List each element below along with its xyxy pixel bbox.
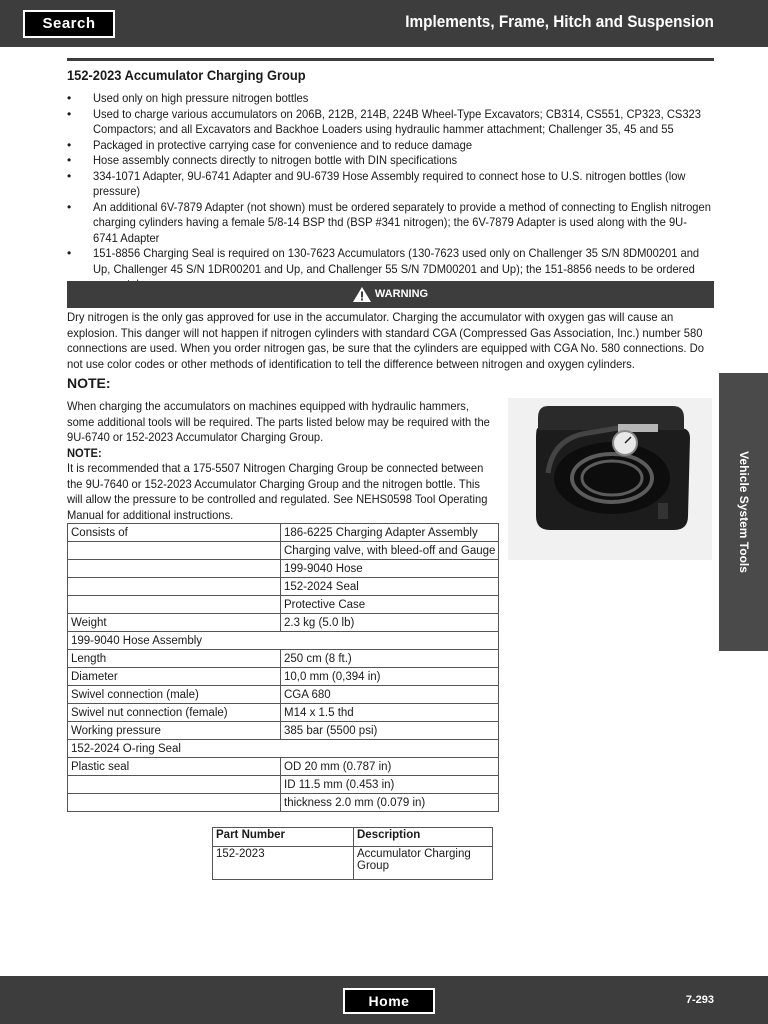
- column-header: Description: [354, 828, 493, 847]
- warning-text: Dry nitrogen is the only gas approved for use in the accumulator. Charging the accumulator with oxygen gas will cause an explosion. This danger will not happen if nitrogen cylinders with standard CGA (Compressed Gas Association, Inc.) number 580 connections are used. When you order nitrogen gas, be sure that the cylinders are equipped with CGA No. 580 connections. Do not use color codes or other methods of identification to tell the difference between nitrogen and oxygen cylinders.: [67, 310, 705, 371]
- table-cell: Diameter: [68, 668, 281, 686]
- table-cell: Protective Case: [281, 596, 499, 614]
- table-cell: Charging valve, with bleed-off and Gauge: [281, 542, 499, 560]
- note-paragraph: When charging the accumulators on machines equipped with hydraulic hammers, some additional tools will be required. The parts listed below may be required with the 9U-6740 or 152-2023 Accumulator Charging Group.: [67, 399, 490, 444]
- table-row: [68, 794, 499, 812]
- table-cell: [68, 776, 281, 794]
- list-item: • An additional 6V-7879 Adapter (not shown) must be ordered separately to provide a method of connecting to English nitrogen charging cylinders having a female 5/8-14 BSP thd (BSP #341 nitrogen); the 6V-7879 Adapter is used along with the 9U-6741 Adapter: [67, 200, 715, 247]
- table-row: [68, 776, 499, 794]
- table-row: [68, 686, 499, 704]
- table-cell: 199-9040 Hose: [281, 560, 499, 578]
- table-cell: thickness 2.0 mm (0.079 in): [281, 794, 499, 812]
- table-row: [68, 542, 499, 560]
- table-cell: [68, 542, 281, 560]
- table-cell: Consists of: [68, 524, 281, 542]
- table-cell: Working pressure: [68, 722, 281, 740]
- table-cell: [68, 560, 281, 578]
- table-cell: OD 20 mm (0.787 in): [281, 758, 499, 776]
- table-row: [68, 758, 499, 776]
- note-heading: NOTE:: [67, 375, 111, 391]
- table-cell: 199-9040 Hose Assembly: [68, 632, 499, 650]
- list-item: • 151-8856 Charging Seal is required on 130-7623 Accumulators (130-7623 used only on Challenger 35 S/N 8DM00201 and Up, Challenger 45 S/N 1DR00201 and Up, and Challenger 55 S/N 7DM00201 and Up); the 151-8856 needs to be ordered: [67, 246, 715, 293]
- table-cell: CGA 680: [281, 686, 499, 704]
- specification-table: [67, 523, 499, 812]
- list-item: • 334-1071 Adapter, 9U-6741 Adapter and 9U-6739 Hose Assembly required to connect hose to U.S. nitrogen bottles (low pressure): [67, 169, 715, 200]
- table-cell: Accumulator Charging Group: [354, 847, 493, 880]
- header-title: Implements, Frame, Hitch and Suspension: [405, 12, 714, 31]
- search-button[interactable]: Search: [23, 10, 115, 38]
- table-row: [68, 614, 499, 632]
- home-button[interactable]: Home: [343, 988, 435, 1014]
- table-row: [68, 632, 499, 650]
- table-row: [68, 704, 499, 722]
- note-paragraph: It is recommended that a 175-5507 Nitrogen Charging Group be connected between the 9U-7640 or 152-2023 Accumulator Charging Group and the nitrogen bottle. This will allow the pressure to be controlled and regulated. See NEHS0598 Tool Operating Manual for additional instructions.: [67, 461, 488, 522]
- table-cell: 152-2024 O-ring Seal: [68, 740, 499, 758]
- table-cell: 152-2023: [213, 847, 354, 880]
- table-row: [68, 560, 499, 578]
- table-cell: 186-6225 Charging Adapter Assembly: [281, 524, 499, 542]
- table-cell: M14 x 1.5 thd: [281, 704, 499, 722]
- table-cell: Swivel connection (male): [68, 686, 281, 704]
- table-row: [68, 650, 499, 668]
- list-item: • Packaged in protective carrying case for convenience and to reduce damage: [67, 138, 715, 154]
- table-cell: 2.3 kg (5.0 lb): [281, 614, 499, 632]
- feature-list: [67, 91, 715, 293]
- table-cell: ID 11.5 mm (0.453 in): [281, 776, 499, 794]
- table-row: [68, 722, 499, 740]
- table-header-row: [213, 828, 493, 847]
- column-header: Part Number: [213, 828, 354, 847]
- table-cell: [68, 578, 281, 596]
- warning-banner: [67, 281, 714, 308]
- warning-triangle-icon: [353, 287, 371, 302]
- table-cell: Plastic seal: [68, 758, 281, 776]
- table-cell: Weight: [68, 614, 281, 632]
- header-bar: [0, 0, 768, 47]
- table-cell: 385 bar (5500 psi): [281, 722, 499, 740]
- section-title: 152-2023 Accumulator Charging Group: [67, 67, 306, 83]
- table-cell: [68, 596, 281, 614]
- product-photo: [508, 398, 712, 560]
- table-row: [68, 596, 499, 614]
- page-number: 7-293: [685, 994, 714, 1006]
- table-cell: Swivel nut connection (female): [68, 704, 281, 722]
- header-rule: [67, 58, 714, 61]
- table-row: [68, 578, 499, 596]
- table-row: [68, 740, 499, 758]
- list-item: • Used only on high pressure nitrogen bottles: [67, 91, 715, 107]
- table-row: [68, 668, 499, 686]
- side-tab-vehicle-system-tools[interactable]: [719, 373, 768, 651]
- table-row: [68, 524, 499, 542]
- side-tab-label: Vehicle System Tools: [736, 451, 751, 573]
- table-row: [213, 847, 493, 880]
- note-body: [67, 399, 490, 523]
- charging-kit-illustration: [508, 398, 712, 560]
- list-item: • Used to charge various accumulators on 206B, 212B, 214B, 224B Wheel-Type Excavators; CB314, CS551, CP323, CS323 Compactors; and all Excavators and Backhoe Loaders using hydraulic hammer attachment; Challenger 35, 45 and 55: [67, 107, 715, 138]
- warning-label: WARNING: [374, 288, 429, 300]
- footer-bar: [0, 976, 768, 1024]
- table-cell: 10,0 mm (0,394 in): [281, 668, 499, 686]
- table-cell: Length: [68, 650, 281, 668]
- table-cell: [68, 794, 281, 812]
- note-subheading: NOTE:: [67, 445, 102, 460]
- table-cell: 250 cm (8 ft.): [281, 650, 499, 668]
- table-cell: 152-2024 Seal: [281, 578, 499, 596]
- part-number-table: [212, 827, 493, 880]
- list-item: • Hose assembly connects directly to nitrogen bottle with DIN specifications: [67, 153, 715, 169]
